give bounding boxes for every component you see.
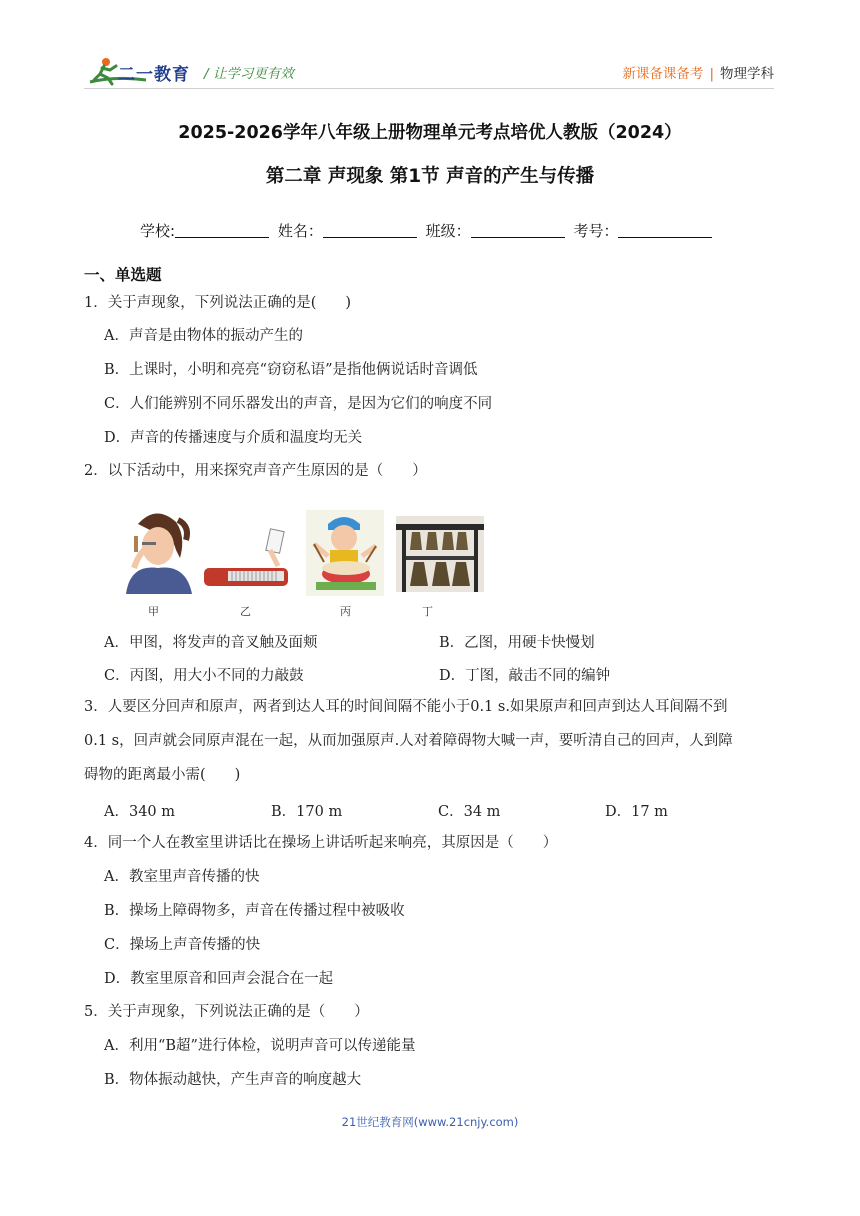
figure-label-bing: 丙 <box>340 605 351 618</box>
student-info-row <box>140 220 716 241</box>
header-divider <box>84 88 774 89</box>
question-2-option-b: B．乙图，用硬卡快慢划 <box>439 635 595 651</box>
question-2-option-c: C．丙图，用大小不同的力敲鼓 <box>104 668 304 684</box>
question-3-stem <box>84 690 774 792</box>
school-label: 学校: <box>140 222 176 240</box>
figure-label-ding: 丁 <box>422 605 433 618</box>
name-label: 姓名： <box>277 222 323 240</box>
question-3-line-2: 0.1 s，回声就会同原声混在一起，从而加强原声.人对着障碍物大喊一声，要听清自己的回声，人到障 <box>84 733 733 749</box>
question-1-option-d: D．声音的传播速度与介质和温度均无关 <box>104 430 363 446</box>
question-3-options-row <box>104 800 774 821</box>
comb-card-figure <box>202 520 292 594</box>
page-footer: 21世纪教育网(www.21cnjy.com) <box>341 1115 519 1129</box>
document-title: 2025-2026学年八年级上册物理单元考点培优人教版（2024） <box>178 123 682 143</box>
question-4-stem: 4．同一个人在教室里讲话比在操场上讲话听起来响亮，其原因是（ ） <box>84 835 558 851</box>
question-5-stem: 5．关于声现象，下列说法正确的是（ ） <box>84 1004 369 1020</box>
question-2-option-d: D．丁图，敲击不同的编钟 <box>439 668 611 684</box>
question-3-option-b: B．170 m <box>271 804 343 820</box>
question-4-option-c: C．操场上声音传播的快 <box>104 937 261 953</box>
school-blank[interactable] <box>175 223 269 238</box>
question-4-option-b: B．操场上障碍物多，声音在传播过程中被吸收 <box>104 903 405 919</box>
exam-number-label: 考号： <box>573 222 619 240</box>
question-1-option-a: A．声音是由物体的振动产生的 <box>104 328 303 344</box>
question-1-option-c: C．人们能辨别不同乐器发出的声音，是因为它们的响度不同 <box>104 396 493 412</box>
class-label: 班级： <box>425 222 471 240</box>
figure-label-jia: 甲 <box>148 605 159 618</box>
section-heading: 一、单选题 <box>84 266 162 284</box>
header-subject-label: 物理学科 <box>720 66 774 82</box>
header-course-label: 新课备课备考 <box>622 66 704 82</box>
question-1-option-b: B．上课时，小明和亮亮“窃窃私语”是指他俩说话时音调低 <box>104 362 478 378</box>
question-3-option-a: A．340 m <box>104 804 176 820</box>
name-blank[interactable] <box>323 223 417 238</box>
header-separator: | <box>709 66 714 82</box>
question-3-line-1: 3．人要区分回声和原声，两者到达人耳的时间间隔不能小于0.1 s.如果原声和回声到达人耳间隔不到 <box>84 699 728 715</box>
slogan: / 让学习更有效 <box>204 66 294 82</box>
question-2-figures <box>110 506 490 616</box>
child-drum-figure <box>306 510 384 596</box>
exam-number-blank[interactable] <box>618 223 712 238</box>
question-3-option-d: D．17 m <box>605 804 668 820</box>
chapter-title: 第二章 声现象 第1节 声音的产生与传播 <box>265 166 595 187</box>
question-5-option-b: B．物体振动越快，产生声音的响度越大 <box>104 1072 362 1088</box>
question-2-stem: 2．以下活动中，用来探究声音产生原因的是（ ） <box>84 463 427 479</box>
header-right <box>622 62 774 82</box>
question-2-option-a: A．甲图，将发声的音叉触及面颊 <box>104 635 318 651</box>
question-3-line-3: 碍物的距离最小需( ) <box>84 767 241 783</box>
question-4-option-a: A．教室里声音传播的快 <box>104 869 260 885</box>
figure-label-yi: 乙 <box>240 605 251 618</box>
question-5-option-a: A．利用“B超”进行体检，说明声音可以传递能量 <box>104 1038 416 1054</box>
logo-text: 二一教育 <box>118 65 190 85</box>
question-3-option-c: C．34 m <box>438 804 501 820</box>
class-blank[interactable] <box>471 223 565 238</box>
question-1-stem: 1．关于声现象，下列说法正确的是( ) <box>84 295 352 311</box>
girl-tuning-fork-figure <box>120 506 192 594</box>
question-2-options-row-1 <box>104 631 774 652</box>
question-2-options-row-2 <box>104 664 774 685</box>
bianzhong-bells-figure <box>396 516 484 592</box>
question-4-option-d: D．教室里原音和回声会混合在一起 <box>104 971 334 987</box>
